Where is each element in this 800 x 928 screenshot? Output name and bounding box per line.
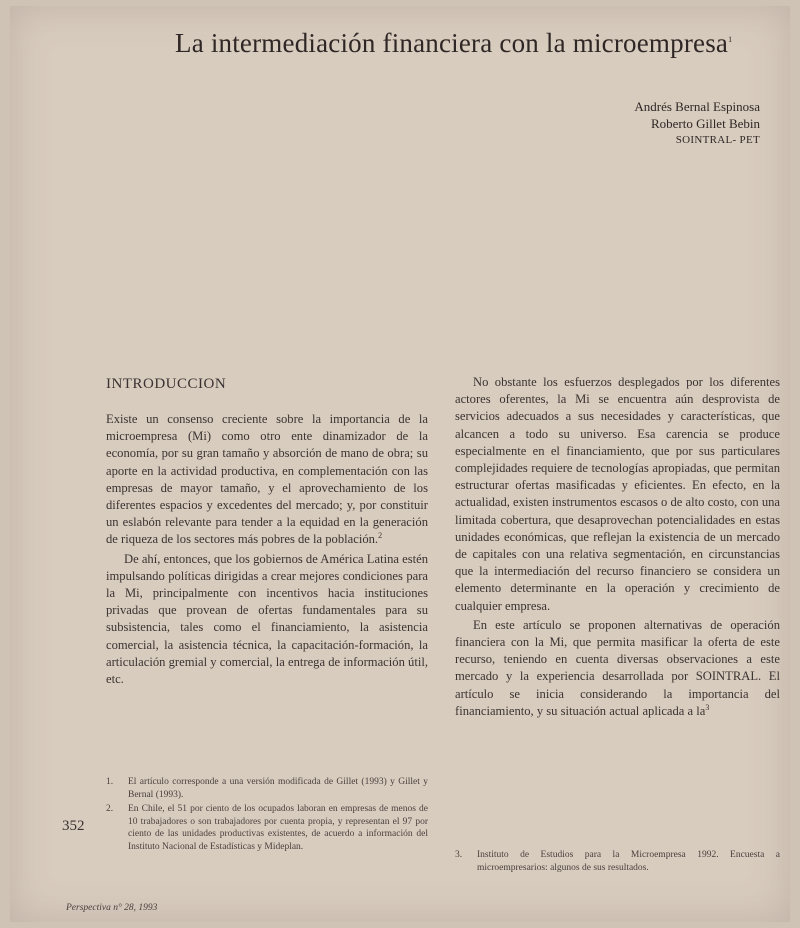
- footnotes-right: [455, 849, 780, 876]
- section-heading: INTRODUCCION: [106, 376, 227, 392]
- left-column: [106, 411, 428, 688]
- paragraph-text: Existe un consenso creciente sobre la importancia de la microempresa (Mi) como otro ente dinamizador de la economía, por su gran tamaño y absorción de mano de obra; su aporte en la actividad productiva, en complementación con las empresas de mayor tamaño, y el aprovechamiento de los diferentes espacios y excedentes del mercado; y, por constituir un eslabón relevante para tender a la equidad en la generación de riqueza de los sectores más pobres de la población.: [106, 412, 428, 547]
- body-paragraph: [106, 411, 428, 549]
- right-column: [455, 374, 780, 720]
- body-paragraph: No obstante los esfuerzos desplegados por los diferentes actores oferentes, la Mi se encuentra aún desprovista de servicios adecuados a sus necesidades y características, que alcancen a todo su universo. Esa carencia se produce especialmente en el financiamiento, que por sus particulares complejidades requiere de tecnologías apropiadas, que permitan estructurar ofertas masificadas y eficientes. En efecto, en la actualidad, existen instrumentos escasos o de alto costo, con una limitada cobertura, que desaprovechan potencialidades en estas unidades económicas, que reflejan la existencia de un mercado de capitales con una relativa segmentación, en circunstancias que la intermediación del recurso financiero se considera un elemento determinante en la operación y crecimiento de cualquier empresa.: [455, 375, 780, 613]
- author-name: Roberto Gillet Bebin: [650, 116, 760, 131]
- body-paragraph: De ahí, entonces, que los gobiernos de América Latina estén impulsando políticas dirigidas a crear mejores condiciones para la Mi, principalmente con incentivos hacia instituciones privadas que provean de ofertas fundamentales para su subsistencia, tales como el financiamiento, la asistencia comercial, la asistencia técnica, la capacitación-formación, la articulación gremial y comercial, la entrega de información útil, etc.: [106, 551, 428, 687]
- footnote-text: Instituto de Estudios para la Microempresa 1992. Encuesta a microempresarios: algunos de sus resultados.: [477, 850, 780, 873]
- footnote-number: 1.: [106, 777, 114, 787]
- title-footnote-mark: 1: [728, 35, 733, 44]
- footnote-text: En Chile, el 51 por ciento de los ocupados laboran en empresas de menos de 10 trabajadores o son trabajadores por cuenta propia, y representan el 97 por ciento de las unidades productivas existentes, de acuerdo a información del Instituto Nacional de Estadísticas y Mideplan.: [128, 804, 428, 852]
- footnote: [106, 776, 428, 801]
- article-title: [175, 28, 795, 59]
- page-number: 352: [62, 818, 85, 834]
- body-paragraph: [455, 617, 780, 720]
- author-institution: SOINTRAL- PET: [675, 134, 760, 146]
- footnote: [455, 849, 780, 874]
- article-title-text: La intermediación financiera con la microempresa: [175, 28, 729, 58]
- footnote-number: 3.: [455, 850, 463, 860]
- paragraph-text: En este artículo se proponen alternativas de operación financiera con la Mi, que permita masificar la oferta de este recurso, teniendo en cuenta diversas observaciones a este mercado y la experiencia desarrollada por SOINTRAL. El artículo se inicia considerando la importancia del financiamiento, y su situación actual aplicada a la: [455, 617, 780, 718]
- document-page: [10, 6, 790, 922]
- running-footer: Perspectiva n° 28, 1993: [66, 903, 158, 913]
- footnotes-left: [106, 776, 428, 855]
- footnote-mark: 3: [705, 702, 710, 712]
- author-name: Andrés Bernal Espinosa: [634, 99, 760, 114]
- footnote: [106, 803, 428, 853]
- author-block: [634, 98, 760, 149]
- footnote-mark: 2: [378, 531, 383, 541]
- footnote-number: 2.: [106, 804, 114, 814]
- footnote-text: El artículo corresponde a una versión modificada de Gillet (1993) y Gillet y Bernal (1993).: [128, 777, 428, 800]
